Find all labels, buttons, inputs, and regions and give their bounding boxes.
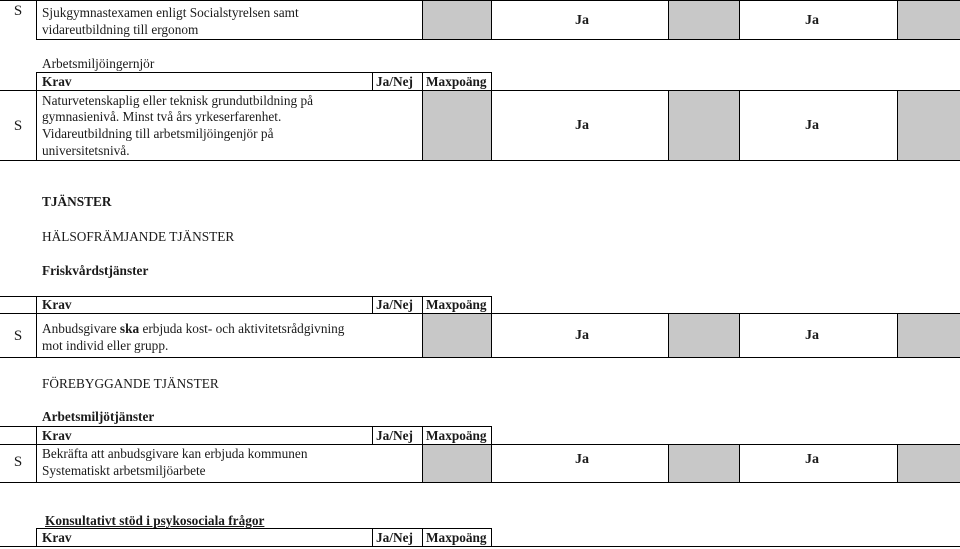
answer-ja[interactable]: Ja [805,328,819,343]
requirement-text [42,320,344,337]
shaded-cell [668,445,739,482]
requirement-text-part: Anbudsgivare [42,321,120,336]
requirement-text: vidareutbildning till ergonom [42,22,199,37]
requirement-text: mot individ eller grupp. [42,338,169,353]
answer-ja[interactable]: Ja [805,13,819,28]
shaded-cell [897,1,960,39]
requirement-text: Sjukgymnastexamen enligt Socialstyrelsen samt [42,5,299,20]
heading-forebyggande: FÖREBYGGANDE TJÄNSTER [42,376,219,391]
requirement-text: universitetsnivå. [42,143,130,158]
column-header-janej: Ja/Nej [376,428,413,443]
requirement-text: Naturvetenskaplig eller teknisk grundutbildning på [42,93,314,108]
shaded-cell [668,1,739,39]
row-marker: S [13,3,23,19]
answer-ja[interactable]: Ja [575,13,589,28]
column-header-maxpoang: Maxpoäng [426,297,487,312]
requirement-text: Vidareutbildning till arbetsmiljöingenjör på [42,126,274,141]
column-header-janej: Ja/Nej [376,530,413,545]
column-header-krav: Krav [42,74,72,89]
answer-ja[interactable]: Ja [805,118,819,133]
shaded-cell [422,445,491,482]
row-marker: S [13,328,23,344]
shaded-cell [422,314,491,357]
row-marker: S [13,454,23,470]
shaded-cell [668,314,739,357]
answer-ja[interactable]: Ja [575,328,589,343]
shaded-cell [668,91,739,160]
shaded-cell [897,445,960,482]
requirement-text-part: erbjuda kost- och aktivitetsrådgivning [139,321,345,336]
requirement-text: Systematiskt arbetsmiljöarbete [42,463,206,478]
answer-ja[interactable]: Ja [805,452,819,467]
column-header-janej: Ja/Nej [376,74,413,89]
answer-ja[interactable]: Ja [575,118,589,133]
shaded-cell [422,91,491,160]
answer-ja[interactable]: Ja [575,452,589,467]
shaded-cell [422,1,491,39]
requirement-text-emphasis: ska [119,321,140,336]
row-marker: S [13,118,23,134]
requirement-text: gymnasienivå. Minst två års yrkeserfarenhet. [42,109,282,124]
column-header-krav: Krav [42,428,72,443]
column-header-krav: Krav [42,297,72,312]
column-header-maxpoang: Maxpoäng [426,428,487,443]
column-header-janej: Ja/Nej [376,297,413,312]
heading-friskvard: Friskvårdstjänster [42,263,149,278]
column-header-krav: Krav [42,530,72,545]
section-title: Arbetsmiljöingernjör [42,56,155,71]
column-header-maxpoang: Maxpoäng [426,530,487,545]
column-header-maxpoang: Maxpoäng [426,74,487,89]
shaded-cell [897,314,960,357]
heading-tjanster: TJÄNSTER [42,194,112,209]
requirement-text: Bekräfta att anbudsgivare kan erbjuda kommunen [42,446,308,461]
section-title: Arbetsmiljötjänster [42,409,155,424]
shaded-cell [897,91,960,160]
heading-halsoframjande: HÄLSOFRÄMJANDE TJÄNSTER [42,229,235,244]
section-title: Konsultativt stöd i psykosociala frågor [45,513,265,528]
